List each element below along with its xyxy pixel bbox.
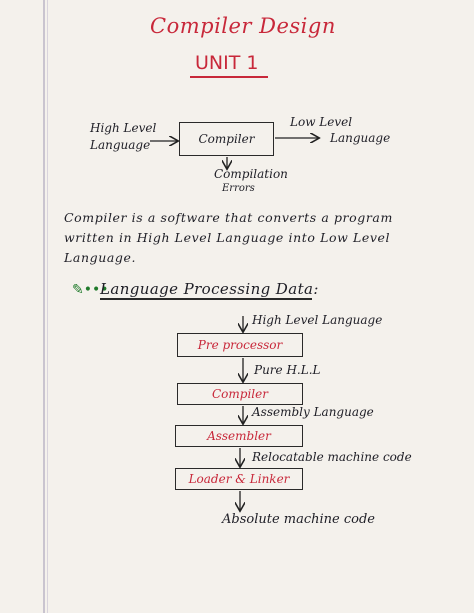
page-title: Compiler Design [150,14,336,38]
unit-heading: UNIT 1 [195,52,259,74]
definition-line-3: Language. [64,250,137,265]
compiler-box-label: Compiler [198,132,255,146]
flow-output-3: Relocatable machine code [252,450,412,464]
definition-line-2: written in High Level Language into Low Level [64,230,391,245]
assembler-box-label: Assembler [207,429,271,443]
definition-line-1: Compiler is a software that converts a program [64,210,393,225]
diagram-output-line1: Low Level [290,115,353,129]
flow-output-2: Assembly Language [252,405,374,419]
diagram-input-line2: Language [90,138,151,152]
flow-output-1: Pure H.L.L [254,363,321,377]
bullet-icon: ✎••• [72,282,109,298]
preprocessor-box-label: Pre processor [197,338,283,352]
diagram-below-line1: Compilation [214,167,288,181]
loader-linker-box-label: Loader & Linker [188,472,290,486]
compiler-stage-box-label: Compiler [212,387,268,401]
diagram-output-line2: Language [330,131,391,145]
section-heading: Language Processing Data: [100,280,319,298]
diagram-input-line1: High Level [90,121,157,135]
flow-input-label: High Level Language [252,313,383,327]
flow-output-4: Absolute machine code [222,512,375,527]
diagram-below-line2: Errors [222,183,255,194]
